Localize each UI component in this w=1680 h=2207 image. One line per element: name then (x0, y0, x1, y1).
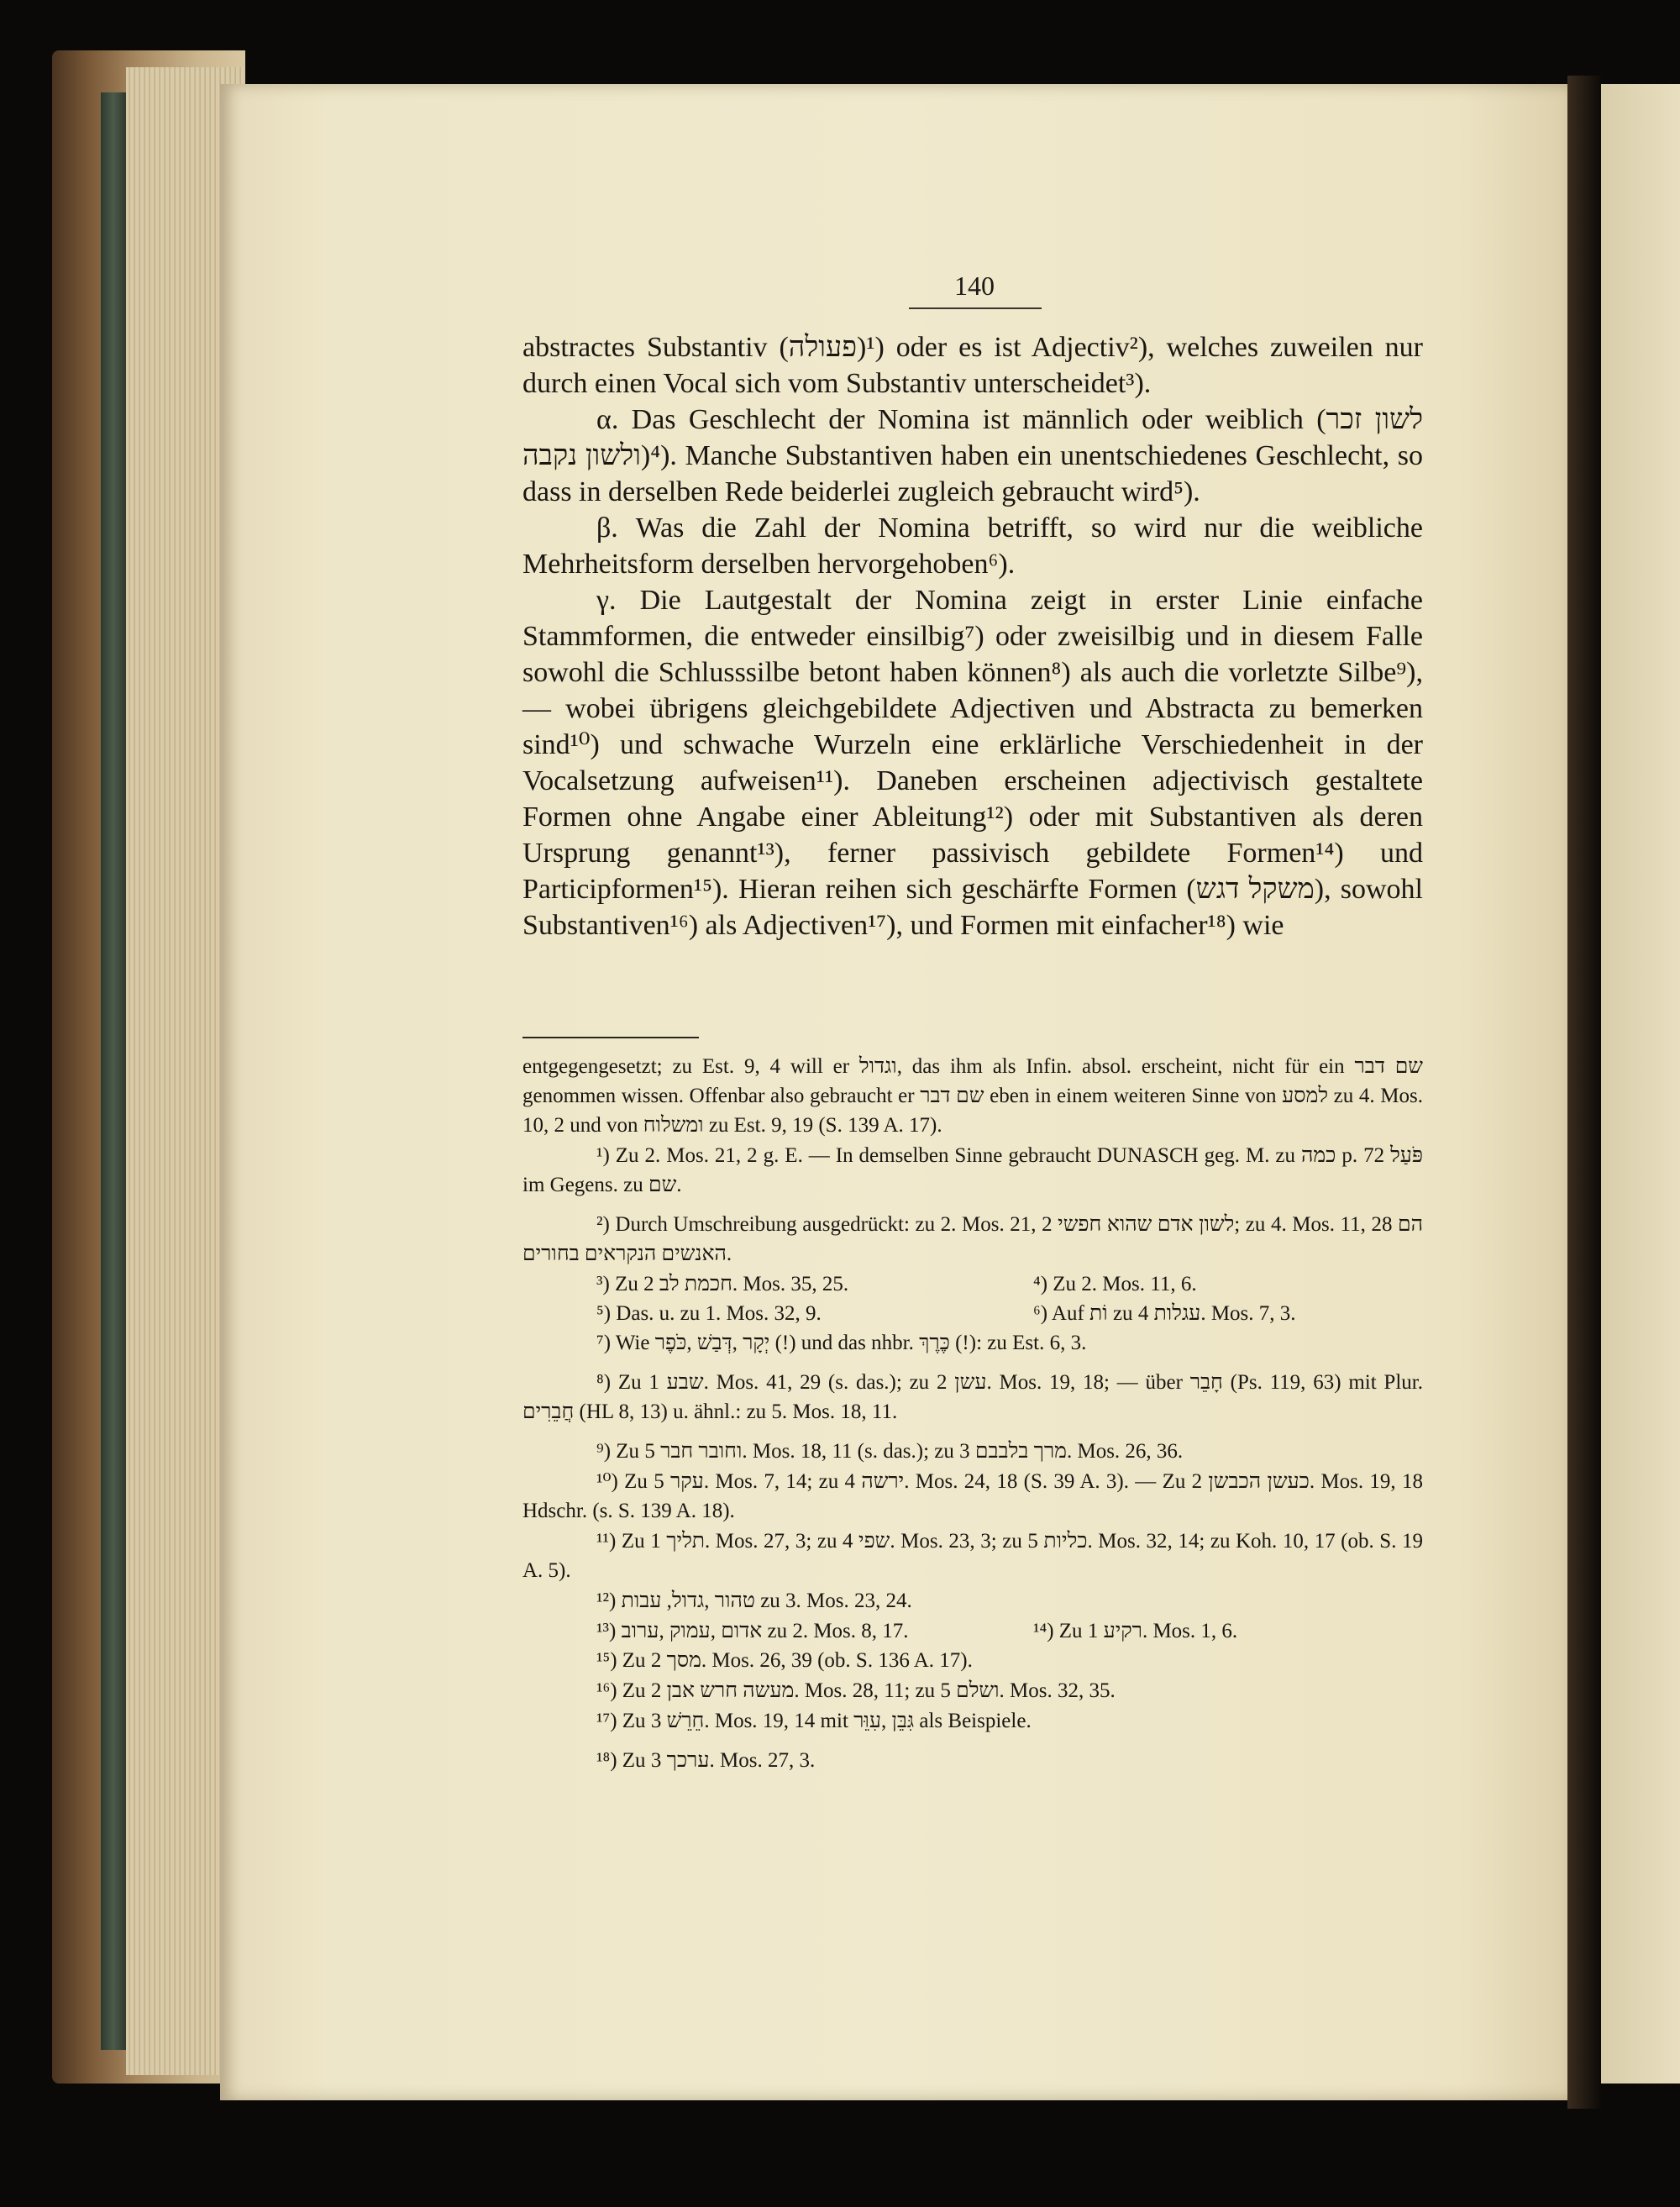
facing-page-edge (1601, 84, 1680, 2084)
footnote: ¹²) טהור ,גדול, עבות zu 3. Mos. 23, 24. (596, 1590, 912, 1612)
paragraph: abstractes Substantiv (פעולה)¹) oder es ist Adjectiv²), welches zuweilen nur durch einen Vocal sich vom Substantiv unterscheidet³). (522, 332, 1423, 399)
book-cover-edge (101, 92, 126, 2050)
paragraph: α. Das Geschlecht der Nomina ist männlich oder weiblich (לשון זכר ולשון נקבה)⁴). Manche Substantiven haben ein unentschiedenes Geschlecht, so dass in derselben Rede beiderlei zugleich gebraucht wird⁵). (522, 404, 1424, 507)
footnote-continuation: entgegengesetzt; zu Est. 9, 4 will er וגדול, das ihm als Infin. absol. erscheint, nicht für ein שם דבר genommen wissen. Offenbar also gebraucht er שם דבר eben in einem weiteren Sinne von למסע zu 4. Mos. 10, 2 und von ומשלוח zu Est. 9, 19 (S. 139 A. 17). (522, 1055, 1423, 1137)
page-number: 140 (954, 271, 995, 301)
book-gutter (1567, 76, 1601, 2109)
footnote: ⁵) Das. u. zu 1. Mos. 32, 9. (596, 1302, 822, 1325)
footnote: ¹¹) Zu תליך 1. Mos. 27, 3; zu שפי 4. Mos. 23, 3; zu כליות 5. Mos. 32, 14; zu Koh. 10, 17 (ob. S. 19 A. 5). (522, 1530, 1423, 1582)
footnote: ⁹) Zu וחובר חבר 5. Mos. 18, 11 (s. das.); zu מרך בלבבם 3. Mos. 26, 36. (596, 1440, 1184, 1463)
paragraph: γ. Die Lautgestalt der Nomina zeigt in erster Linie einfache Stammformen, die entweder einsilbig⁷) oder zweisilbig und in diesem Falle sowohl die Schlusssilbe betont haben können⁸) als auch die vorletzte Silbe⁹), — wobei übrigens gleichgebildete Adjectiven und Abstracta zu bemerken sind¹⁰) und schwache Wurzeln eine erklärliche Verschiedenheit in der Vocalsetzung aufweisen¹¹). Daneben erscheinen adjectivisch gestaltete Formen ohne Angabe einer Ableitung¹²) oder mit Substantiven als deren Ursprung genannt¹³), ferner passivisch gebildete Formen¹⁴) und Participformen¹⁵). Hieran reihen sich geschärfte Formen (משקל דגש), sowohl Substantiven¹⁶) als Adjectiven¹⁷), und Formen mit einfacher¹⁸) wie (522, 585, 1423, 941)
footnote: ³) Zu חכמת לב 2. Mos. 35, 25. (596, 1273, 849, 1295)
footnote-rule (522, 1037, 699, 1038)
footnote: ¹⁵) Zu מסך 2. Mos. 26, 39 (ob. S. 136 A. 17). (596, 1649, 973, 1672)
footnote: ⁸) Zu שבע 1. Mos. 41, 29 (s. das.); zu עשן 2. Mos. 19, 18; — über חָבֵר (Ps. 119, 63) mit Plur. חֲבֵרִים (HL 8, 13) u. ähnl.: zu 5. Mos. 18, 11. (522, 1371, 1423, 1423)
footnote: ²) Durch Umschreibung ausgedrückt: zu 2. Mos. 21, 2 לשון אדם שהוא חפשי; zu 4. Mos. 11, 28 הם האנשים הנקראים בחורים. (522, 1213, 1423, 1265)
footnote: ¹⁶) Zu מעשה חרש אבן 2. Mos. 28, 11; zu ושלם 5. Mos. 32, 35. (596, 1679, 1116, 1702)
footnote: ⁴) Zu 2. Mos. 11, 6. (1033, 1273, 1197, 1295)
footnote: ¹⁴) Zu רקיע 1. Mos. 1, 6. (1033, 1620, 1238, 1642)
footnote: ¹) Zu 2. Mos. 21, 2 g. E. — In demselben Sinne gebraucht DUNASCH geg. M. zu כמה p. 72 פֹּעַל im Gegens. zu שם. (522, 1144, 1424, 1196)
footnote: ¹³) אדום ,עמוק ,ערוב zu 2. Mos. 8, 17. (596, 1620, 909, 1642)
main-text (522, 329, 1423, 943)
footnote: ⁶) Auf וֹת zu עגלות 4. Mos. 7, 3. (1033, 1302, 1296, 1325)
footnotes (522, 1052, 1423, 1776)
footnote: ⁷) Wie יְקָר ,דְּבַשׁ ,כֹּפֶר (!) und das nhbr. כֶּרֶךְ (!): zu Est. 6, 3. (596, 1332, 1087, 1354)
footnote-row (522, 1616, 1423, 1646)
paragraph: β. Was die Zahl der Nomina betrifft, so wird nur die weibliche Mehrheitsform derselben hervorgehoben⁶). (522, 512, 1423, 580)
footnote-row (522, 1299, 1423, 1328)
footnote: ¹⁸) Zu ערכך 3. Mos. 27, 3. (596, 1749, 816, 1772)
page-number-rule (909, 307, 1042, 309)
footnote-row (522, 1269, 1423, 1299)
footnote: ¹⁰) Zu עקר 5. Mos. 7, 14; zu ירשה 4. Mos. 24, 18 (S. 39 A. 3). — Zu כעשן הכבשן 2. Mos. 19, 18 Hdschr. (s. S. 139 A. 18). (522, 1470, 1423, 1522)
footnote: ¹⁷) Zu חֵרֵשׁ 3. Mos. 19, 14 mit גִּבֵּן ,עִוֵּר als Beispiele. (596, 1710, 1032, 1732)
